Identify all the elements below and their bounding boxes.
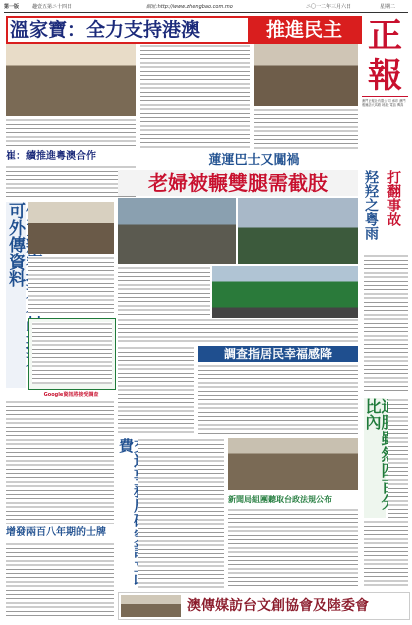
header-bar (4, 4, 408, 11)
article-text (6, 400, 114, 524)
masthead-info: 澳門正報社有限公司 承印 澳門雅廉訪大馬路 地址 電話 傳真 (362, 96, 408, 163)
masthead (362, 16, 408, 166)
article-text (140, 44, 250, 149)
google-caption: Google資訊將接受調查 (43, 392, 99, 398)
survey-title-text: 調查指居民幸福感降 (223, 347, 332, 361)
left-photo (28, 202, 114, 254)
left-vertical-title (6, 202, 26, 388)
article-text (6, 118, 136, 148)
article-text (28, 256, 114, 316)
date: ニ〇一二年三月六日 (306, 4, 352, 10)
bottom-banner-title: 澳傳媒訪台文創協會及陸委會 (187, 598, 369, 614)
cui-title: 崔：續推進粵澳合作 (6, 151, 96, 162)
article-text (388, 398, 408, 518)
left-bottom-title: 增發兩百八年期的士牌 (6, 527, 106, 538)
right-vertical-1 (364, 170, 384, 250)
article-text (6, 542, 114, 618)
bus-title-text: 老婦被輾雙腿需截肢 (148, 171, 328, 195)
article-text (228, 508, 358, 588)
bus-photo (212, 266, 358, 318)
article-text (118, 266, 210, 316)
conference-photo (228, 438, 358, 490)
masthead-title-1: 正 (368, 16, 402, 56)
traffic-vertical-title-text: 費 (117, 438, 135, 453)
article-text (138, 438, 224, 588)
article-text (364, 520, 408, 588)
survey-title (198, 346, 358, 362)
top-photo (6, 44, 136, 116)
green-box (28, 318, 116, 390)
issue-number: 趣壹五第ニ十四日 (32, 4, 73, 10)
website[interactable]: 網址:http://www.zhengbao.com.mo (146, 4, 233, 10)
headline-left: 溫家寶：全力支持港澳 (10, 19, 201, 41)
article-text (118, 318, 358, 344)
article-text (364, 254, 408, 394)
right-vertical-2-text: 打翻事故 (385, 170, 401, 226)
green-box-text (32, 322, 112, 384)
new-policy-title: 新聞局組團聽取台政法規公布 (228, 495, 332, 504)
article-text (6, 165, 136, 199)
right-vertical-3 (364, 398, 386, 518)
masthead-title-2: 報 (368, 56, 402, 96)
article-text (254, 108, 358, 149)
bus-subtitle-text: 蓮運巴士又闖禍 (208, 153, 300, 168)
accident-photo-1 (118, 198, 236, 264)
bottom-banner (118, 592, 410, 620)
article-text (118, 346, 194, 436)
article-text (198, 364, 358, 436)
right-vertical-3-text: 比內 (363, 398, 382, 430)
left-vertical-title-text: 可外傳資料 (5, 202, 25, 287)
bus-subtitle (150, 152, 358, 170)
header-rule (4, 12, 408, 13)
page-number: 第一版 (4, 4, 20, 10)
right-vertical-1-text: 羟羟之粤雨 (363, 170, 379, 240)
meeting-photo (254, 44, 358, 106)
headline-right: 推進民主 (248, 18, 360, 42)
bus-title (118, 170, 358, 196)
bottom-photo (121, 595, 181, 617)
traffic-vertical-title (118, 438, 136, 588)
headline (6, 16, 362, 44)
accident-photo-2 (238, 198, 358, 264)
right-vertical-2 (386, 170, 406, 250)
weekday: 星期二 (380, 4, 396, 10)
